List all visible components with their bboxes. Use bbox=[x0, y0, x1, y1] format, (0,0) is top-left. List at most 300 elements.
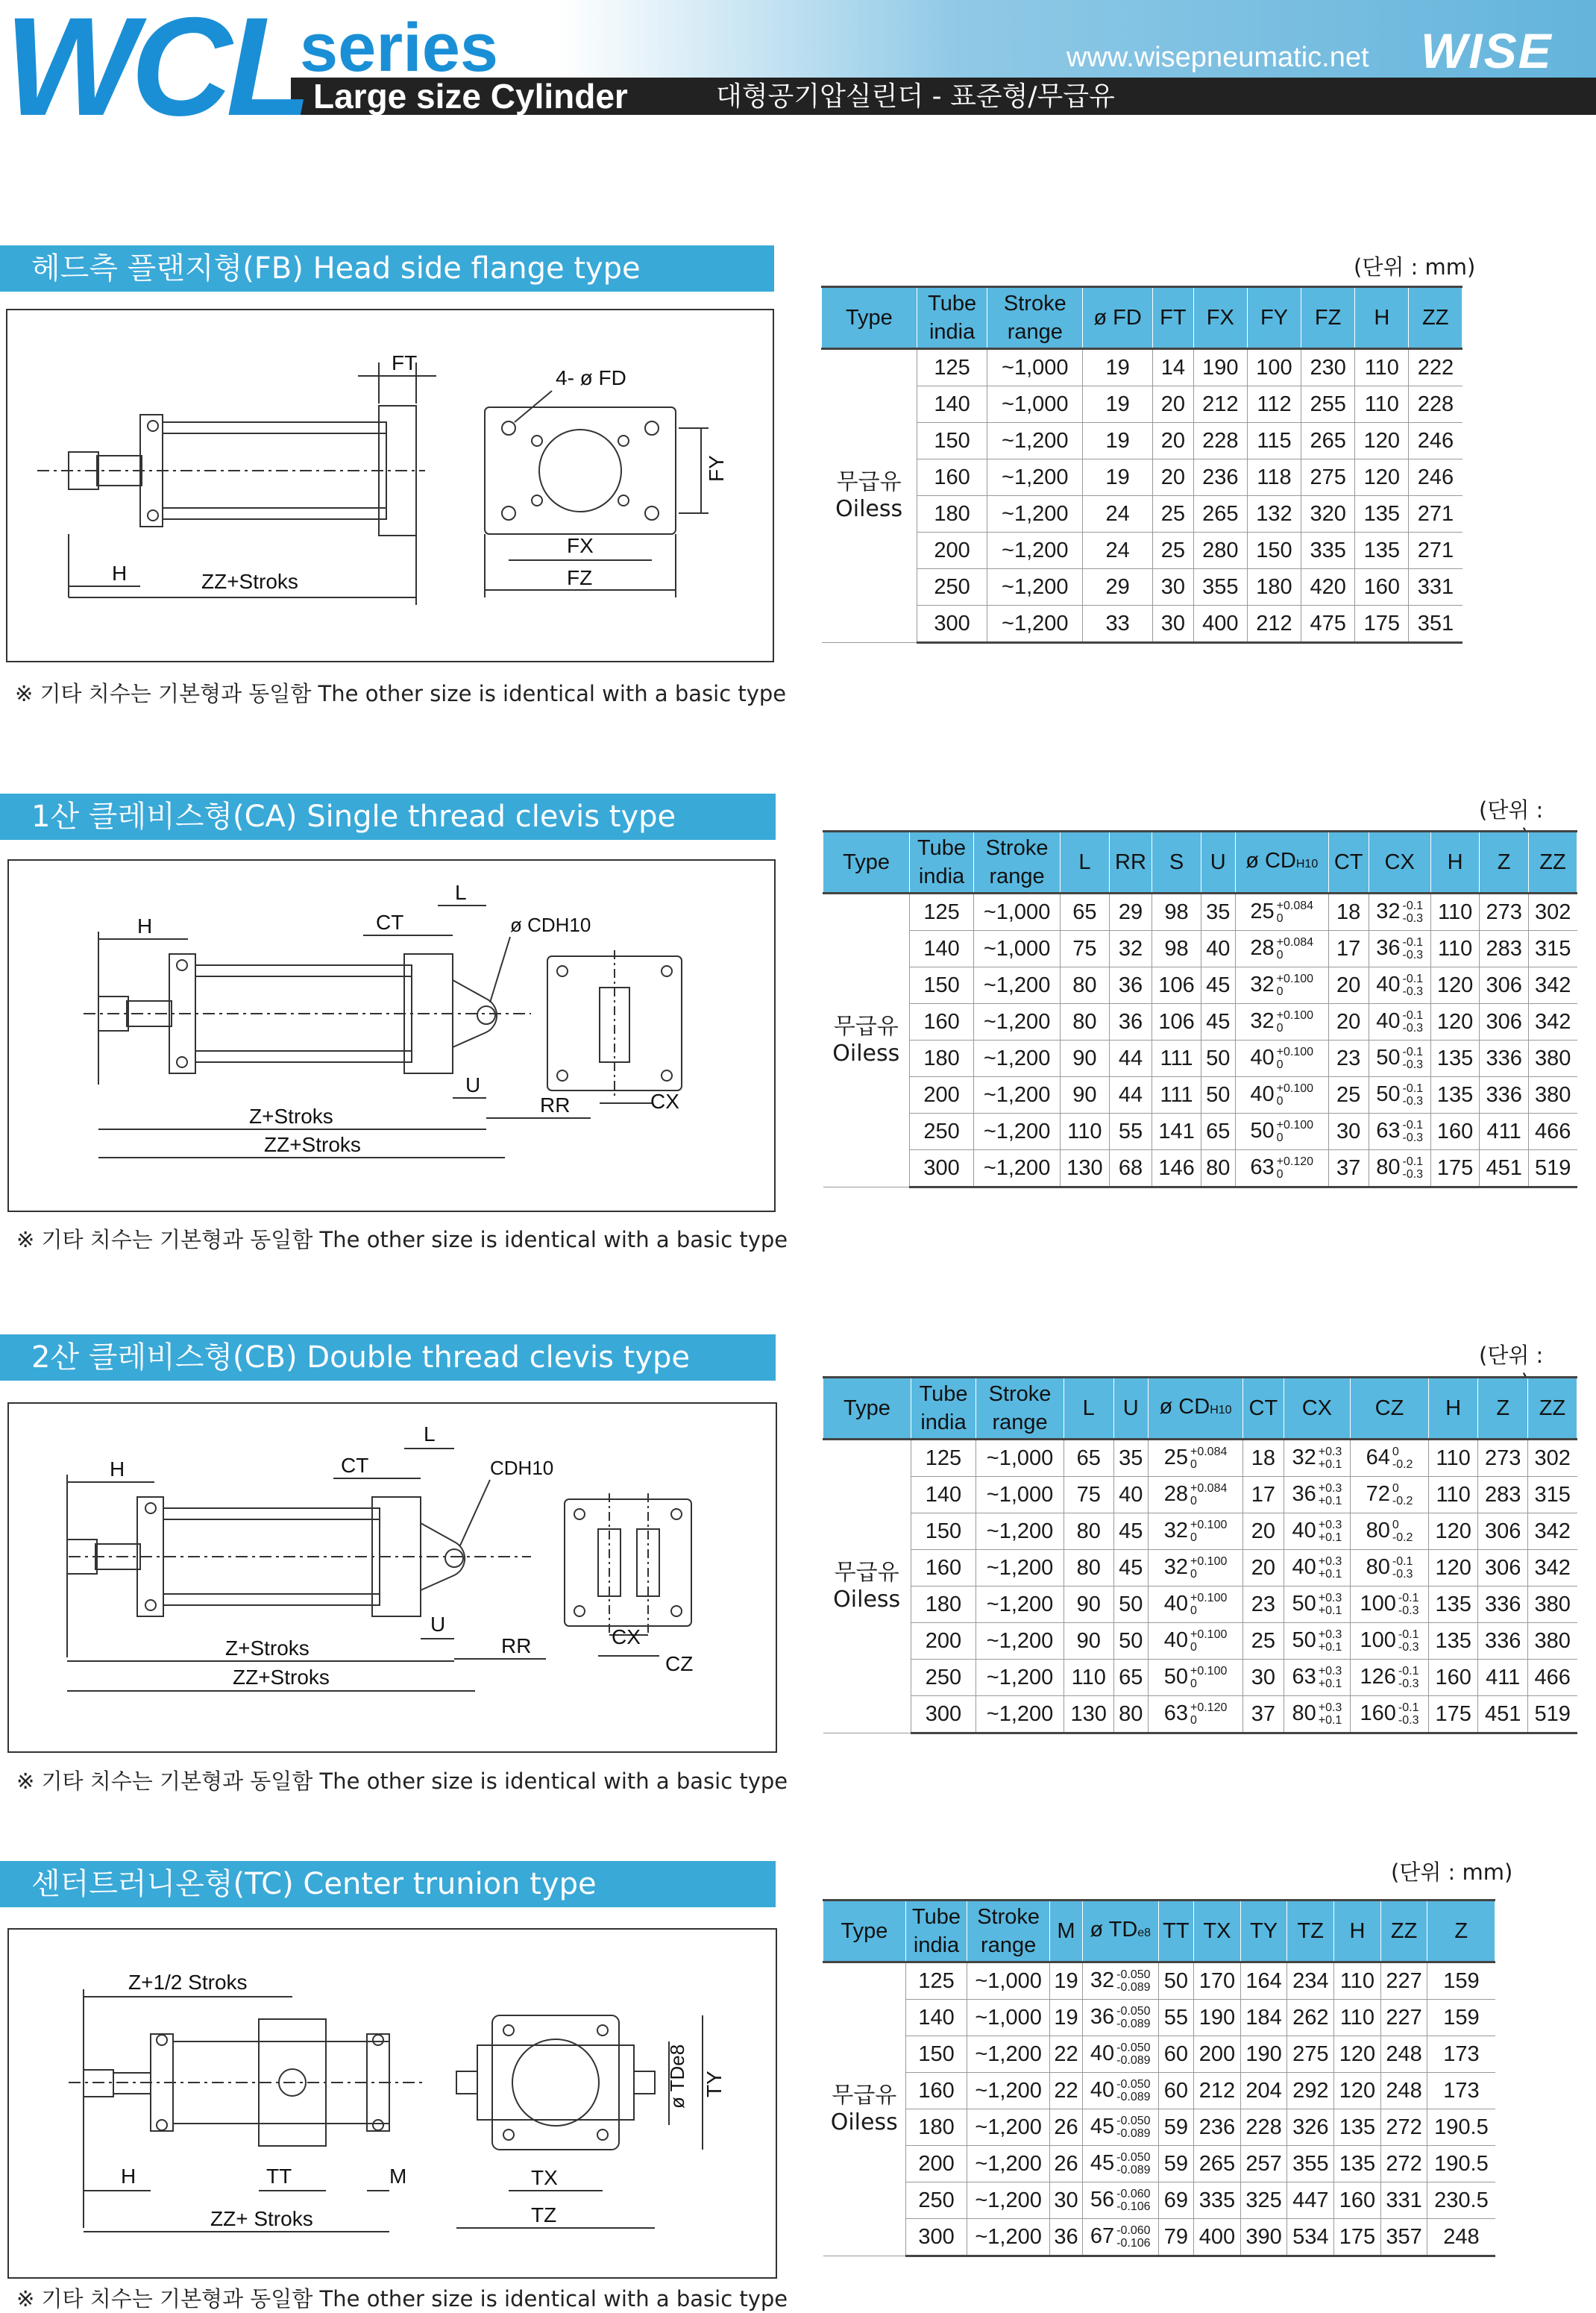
cell-cx bbox=[1284, 1440, 1351, 1477]
tolerance-lower: 0 bbox=[1276, 1132, 1284, 1145]
cell-z: 451 bbox=[1478, 1696, 1528, 1733]
tolerance bbox=[1190, 1519, 1227, 1544]
cell-stroke: ~1,200 bbox=[967, 2073, 1050, 2109]
cell-fy: 115 bbox=[1247, 423, 1301, 459]
cell-u: 80 bbox=[1113, 1696, 1148, 1733]
cell-fy: 100 bbox=[1247, 349, 1301, 386]
type-cell bbox=[823, 1440, 911, 1733]
tolerance-lower: -0.3 bbox=[1398, 1678, 1419, 1691]
cell-stroke: ~1,000 bbox=[987, 386, 1083, 423]
tolerance-upper: +0.100 bbox=[1190, 1592, 1228, 1605]
cell-fy: 118 bbox=[1247, 459, 1301, 496]
series-logo: WCL bbox=[4, 0, 307, 145]
type-cell bbox=[822, 349, 917, 643]
col-ty: TY bbox=[1240, 1901, 1287, 1962]
value: 40 bbox=[1376, 1008, 1401, 1033]
value: 40 bbox=[1250, 1045, 1275, 1070]
cell-stroke: ~1,200 bbox=[987, 496, 1083, 533]
cell-zz: 380 bbox=[1527, 1623, 1577, 1660]
cell-ct: 18 bbox=[1243, 1440, 1284, 1477]
tolerance bbox=[1403, 900, 1424, 925]
cell-u: 45 bbox=[1113, 1513, 1148, 1550]
cell-cd bbox=[1148, 1440, 1242, 1477]
cell-stroke: ~1,200 bbox=[974, 1150, 1061, 1187]
table-header bbox=[822, 287, 1463, 349]
value: 32 bbox=[1090, 1968, 1115, 1992]
tolerance-lower: -0.2 bbox=[1392, 1495, 1413, 1508]
tolerance bbox=[1319, 1628, 1342, 1654]
cell-fx: 400 bbox=[1193, 606, 1247, 643]
col-type: Type bbox=[823, 1901, 906, 1962]
cell-fd: 19 bbox=[1083, 386, 1153, 423]
cell-tube: 160 bbox=[911, 1550, 975, 1587]
tolerance-lower: +0.1 bbox=[1318, 1641, 1342, 1654]
cell-zz: 342 bbox=[1527, 1513, 1577, 1550]
section-title-cb: 2산 클레비스형(CB) Double thread clevis type bbox=[0, 1334, 776, 1381]
tie-rod-nut bbox=[148, 421, 158, 431]
cell-tt: 55 bbox=[1158, 2000, 1193, 2036]
type-label-english: Oiless bbox=[832, 1041, 900, 1067]
cell-cd bbox=[1148, 1660, 1242, 1696]
cell-ft: 20 bbox=[1153, 386, 1194, 423]
table-row bbox=[823, 1477, 1577, 1513]
cell-z: 159 bbox=[1427, 1962, 1495, 2000]
value: 72 bbox=[1366, 1481, 1390, 1506]
tolerance bbox=[1398, 1665, 1419, 1690]
section-title-ca: 1산 클레비스형(CA) Single thread clevis type bbox=[0, 794, 776, 840]
cell-rr: 55 bbox=[1109, 1114, 1152, 1150]
table-fb bbox=[821, 286, 1463, 644]
table-row bbox=[823, 2073, 1495, 2109]
tolerance-upper: 0 bbox=[1392, 1519, 1399, 1532]
cell-h: 135 bbox=[1355, 496, 1409, 533]
cell-zz: 380 bbox=[1528, 1041, 1577, 1077]
trunnion-end-view bbox=[477, 2045, 634, 2120]
cell-z: 283 bbox=[1480, 931, 1529, 967]
cell-zz: 248 bbox=[1380, 2036, 1427, 2073]
col-fz: FZ bbox=[1301, 287, 1355, 349]
cell-tube: 180 bbox=[910, 1041, 974, 1077]
tolerance-lower: 0 bbox=[1190, 1714, 1197, 1727]
series-word: series bbox=[300, 10, 499, 86]
cell-h: 120 bbox=[1355, 423, 1409, 459]
tolerance-upper: 0 bbox=[1392, 1482, 1399, 1496]
drawing-fb bbox=[6, 309, 774, 662]
cell-cz bbox=[1351, 1623, 1429, 1660]
cell-m: 19 bbox=[1050, 1962, 1083, 2000]
cell-u: 65 bbox=[1113, 1660, 1148, 1696]
cell-m: 22 bbox=[1050, 2073, 1083, 2109]
cell-z: 173 bbox=[1427, 2073, 1495, 2109]
table-tc bbox=[823, 1899, 1495, 2257]
value: 100 bbox=[1360, 1628, 1396, 1652]
cell-u: 80 bbox=[1201, 1150, 1235, 1187]
page-subtitle: Large size Cylinder bbox=[313, 77, 628, 116]
cell-l: 75 bbox=[1061, 931, 1110, 967]
cell-u: 45 bbox=[1201, 967, 1235, 1004]
cell-tube: 180 bbox=[911, 1587, 975, 1623]
cell-fd: 19 bbox=[1083, 459, 1153, 496]
table-row bbox=[823, 1004, 1577, 1041]
tolerance bbox=[1398, 1592, 1419, 1617]
cell-fx: 265 bbox=[1193, 496, 1247, 533]
tolerance-lower: -0.3 bbox=[1402, 1132, 1424, 1145]
cell-cd bbox=[1235, 1041, 1328, 1077]
tolerance-upper: +0.100 bbox=[1276, 1046, 1314, 1059]
col-h: H bbox=[1428, 1378, 1478, 1440]
cell-tube: 125 bbox=[905, 1962, 967, 2000]
tolerance-lower: 0 bbox=[1276, 985, 1284, 999]
cell-zz: 315 bbox=[1527, 1477, 1577, 1513]
cell-cx bbox=[1369, 1004, 1430, 1041]
cell-cx bbox=[1369, 931, 1430, 967]
cell-z: 306 bbox=[1480, 1004, 1529, 1041]
cell-zz: 380 bbox=[1527, 1587, 1577, 1623]
cell-fz: 265 bbox=[1301, 423, 1355, 459]
dim-zz-stroks: ZZ+Stroks bbox=[264, 1133, 361, 1156]
tolerance bbox=[1392, 1519, 1413, 1544]
tolerance bbox=[1277, 1155, 1313, 1181]
type-label-english: Oiless bbox=[835, 496, 903, 522]
dim-cx: CX bbox=[612, 1625, 641, 1648]
tolerance bbox=[1116, 2041, 1150, 2067]
type-cell bbox=[823, 1962, 906, 2256]
cell-m: 26 bbox=[1050, 2146, 1083, 2182]
cell-zz: 331 bbox=[1409, 569, 1463, 606]
col-td-label: ø TD bbox=[1090, 1917, 1138, 1942]
cell-h: 135 bbox=[1428, 1587, 1478, 1623]
cell-stroke: ~1,200 bbox=[976, 1550, 1064, 1587]
col-tz: TZ bbox=[1287, 1901, 1334, 1962]
cell-fd: 19 bbox=[1083, 423, 1153, 459]
cell-h: 135 bbox=[1428, 1623, 1478, 1660]
table-row bbox=[823, 2146, 1495, 2182]
cell-zz: 246 bbox=[1409, 459, 1463, 496]
tolerance-upper: +0.100 bbox=[1190, 1628, 1228, 1642]
cell-ty: 390 bbox=[1240, 2219, 1287, 2256]
cell-td bbox=[1082, 1962, 1158, 2000]
cell-stroke: ~1,000 bbox=[976, 1440, 1064, 1477]
cell-h: 120 bbox=[1430, 967, 1480, 1004]
tolerance-lower: 0 bbox=[1276, 1058, 1284, 1072]
value: 50 bbox=[1250, 1118, 1275, 1143]
value: 50 bbox=[1163, 1664, 1188, 1689]
col-td-sub: e8 bbox=[1137, 1926, 1152, 1939]
cell-stroke: ~1,200 bbox=[974, 1004, 1061, 1041]
flange-end-view bbox=[485, 407, 676, 534]
cell-zz: 315 bbox=[1528, 931, 1577, 967]
drawing-tc bbox=[7, 1928, 777, 2279]
cell-z: 306 bbox=[1478, 1513, 1528, 1550]
tolerance-upper: +0.3 bbox=[1318, 1628, 1342, 1642]
cell-tx: 265 bbox=[1194, 2146, 1241, 2182]
cell-stroke: ~1,200 bbox=[987, 533, 1083, 569]
cell-stroke: ~1,000 bbox=[974, 931, 1061, 967]
cell-tt: 59 bbox=[1158, 2109, 1193, 2146]
cell-cd bbox=[1235, 1114, 1328, 1150]
cell-tz: 234 bbox=[1287, 1962, 1334, 2000]
cell-ct: 37 bbox=[1243, 1696, 1284, 1733]
type-label-korean: 무급유 bbox=[833, 1014, 899, 1040]
cell-tt: 50 bbox=[1158, 1962, 1193, 2000]
table-row bbox=[823, 1440, 1577, 1477]
cell-fx: 280 bbox=[1193, 533, 1247, 569]
tolerance-upper: -0.1 bbox=[1402, 936, 1424, 950]
dim-ct: CT bbox=[376, 911, 404, 934]
cell-z: 190.5 bbox=[1427, 2109, 1495, 2146]
col-z: Z bbox=[1480, 832, 1529, 894]
dim-rr: RR bbox=[501, 1634, 532, 1657]
tolerance-upper: -0.1 bbox=[1402, 1046, 1424, 1059]
cell-s: 111 bbox=[1152, 1041, 1201, 1077]
tolerance bbox=[1398, 1701, 1419, 1727]
dim-h: H bbox=[137, 914, 153, 938]
tube-label-2: india bbox=[918, 864, 965, 888]
cell-z: 451 bbox=[1480, 1150, 1529, 1187]
cell-fz: 230 bbox=[1301, 349, 1355, 386]
table-row bbox=[823, 1696, 1577, 1733]
cell-z: 336 bbox=[1478, 1623, 1528, 1660]
tolerance bbox=[1116, 2151, 1150, 2177]
cell-stroke: ~1,200 bbox=[976, 1696, 1064, 1733]
cell-zz: 302 bbox=[1527, 1440, 1577, 1477]
cell-tube: 140 bbox=[911, 1477, 975, 1513]
label-cd: CDH10 bbox=[490, 1457, 554, 1479]
value: 28 bbox=[1250, 935, 1275, 960]
tolerance-upper: +0.084 bbox=[1190, 1446, 1228, 1459]
dim-u: U bbox=[430, 1613, 446, 1636]
tolerance-upper: +0.3 bbox=[1318, 1519, 1342, 1532]
cell-h: 160 bbox=[1428, 1660, 1478, 1696]
cell-cx bbox=[1284, 1550, 1351, 1587]
col-type: Type bbox=[822, 287, 917, 349]
tolerance-upper: +0.084 bbox=[1276, 936, 1314, 950]
value: 36 bbox=[1376, 935, 1401, 960]
tolerance-upper: -0.1 bbox=[1402, 900, 1424, 913]
cell-s: 106 bbox=[1152, 967, 1201, 1004]
cell-l: 80 bbox=[1061, 1004, 1110, 1041]
unit-label-fb: (단위 : mm) bbox=[1354, 254, 1476, 280]
tolerance bbox=[1190, 1555, 1227, 1581]
dim-cx: CX bbox=[650, 1090, 679, 1113]
tolerance-upper: -0.060 bbox=[1116, 2188, 1151, 2201]
table-row bbox=[822, 569, 1463, 606]
cell-h: 110 bbox=[1334, 1962, 1381, 2000]
table-row bbox=[823, 1623, 1577, 1660]
cell-td bbox=[1082, 2146, 1158, 2182]
tolerance bbox=[1403, 1155, 1424, 1181]
cell-cz bbox=[1351, 1550, 1429, 1587]
value: 25 bbox=[1163, 1445, 1188, 1469]
cell-cx bbox=[1369, 1150, 1430, 1187]
value: 32 bbox=[1250, 1008, 1275, 1033]
drawing-cb bbox=[7, 1402, 777, 1753]
tolerance bbox=[1319, 1555, 1342, 1581]
tc-diagram bbox=[9, 1930, 776, 2277]
cell-cd bbox=[1235, 967, 1328, 1004]
table-row bbox=[823, 1077, 1577, 1114]
website-url[interactable]: www.wisepneumatic.net bbox=[1066, 42, 1369, 73]
cell-z: 306 bbox=[1480, 967, 1529, 1004]
tolerance-upper: +0.100 bbox=[1276, 1082, 1314, 1096]
cell-u: 35 bbox=[1113, 1440, 1148, 1477]
tolerance bbox=[1190, 1482, 1227, 1507]
cell-fx: 236 bbox=[1193, 459, 1247, 496]
cell-ct: 20 bbox=[1328, 1004, 1369, 1041]
tolerance bbox=[1116, 2115, 1150, 2140]
dim-tt: TT bbox=[266, 2165, 292, 2188]
tolerance-upper: +0.3 bbox=[1318, 1701, 1342, 1715]
note-fb: ※ 기타 치수는 기본형과 동일함 The other size is identical with a basic type bbox=[15, 681, 787, 706]
cell-l: 90 bbox=[1061, 1041, 1110, 1077]
cell-tube: 200 bbox=[911, 1623, 975, 1660]
tolerance-upper: -0.060 bbox=[1116, 2224, 1151, 2238]
stroke-label-1: Stroke bbox=[988, 1382, 1052, 1406]
cell-fy: 150 bbox=[1247, 533, 1301, 569]
cell-l: 75 bbox=[1064, 1477, 1113, 1513]
cell-ct: 20 bbox=[1243, 1513, 1284, 1550]
tolerance-lower: +0.1 bbox=[1318, 1531, 1342, 1545]
cell-stroke: ~1,200 bbox=[974, 1114, 1061, 1150]
cell-h: 160 bbox=[1334, 2182, 1381, 2219]
table-row bbox=[823, 1587, 1577, 1623]
cell-tx: 212 bbox=[1194, 2073, 1241, 2109]
col-tt: TT bbox=[1158, 1901, 1193, 1962]
tolerance-lower: 0 bbox=[1276, 1022, 1284, 1035]
section-title-tc: 센터트러니온형(TC) Center trunion type bbox=[0, 1861, 776, 1907]
tolerance-lower: -0.3 bbox=[1402, 1022, 1424, 1035]
cell-ct: 23 bbox=[1328, 1041, 1369, 1077]
cell-ct: 37 bbox=[1328, 1150, 1369, 1187]
tolerance-lower: 0 bbox=[1276, 1095, 1284, 1108]
cell-cd bbox=[1235, 1077, 1328, 1114]
tolerance-lower: -0.3 bbox=[1402, 1058, 1424, 1072]
cell-l: 80 bbox=[1064, 1513, 1113, 1550]
cell-tube: 300 bbox=[911, 1696, 975, 1733]
tolerance-lower: 0 bbox=[1190, 1678, 1197, 1691]
col-rr: RR bbox=[1109, 832, 1152, 894]
cell-l: 90 bbox=[1061, 1077, 1110, 1114]
col-cd-label: ø CD bbox=[1245, 848, 1296, 873]
cell-stroke: ~1,200 bbox=[976, 1513, 1064, 1550]
table-row bbox=[822, 386, 1463, 423]
cell-h: 135 bbox=[1430, 1077, 1480, 1114]
value: 40 bbox=[1292, 1518, 1316, 1542]
value: 160 bbox=[1360, 1701, 1396, 1725]
cell-u: 40 bbox=[1113, 1477, 1148, 1513]
col-type: Type bbox=[823, 1378, 911, 1440]
tolerance bbox=[1277, 900, 1313, 925]
tolerance-upper: -0.050 bbox=[1116, 1968, 1151, 1982]
cell-ty: 204 bbox=[1240, 2073, 1287, 2109]
table-row bbox=[823, 2182, 1495, 2219]
value: 80 bbox=[1376, 1155, 1401, 1179]
fb-diagram bbox=[7, 310, 773, 661]
cell-ty: 325 bbox=[1240, 2182, 1287, 2219]
cell-ct: 23 bbox=[1243, 1587, 1284, 1623]
tolerance-lower: -0.089 bbox=[1116, 2018, 1151, 2031]
note-tc: ※ 기타 치수는 기본형과 동일함 The other size is identical with a basic type bbox=[16, 2286, 788, 2312]
brand-logo: WISE bbox=[1421, 23, 1553, 78]
tolerance-upper: -0.1 bbox=[1402, 1082, 1424, 1096]
dim-cz: CZ bbox=[665, 1652, 694, 1675]
cell-cd bbox=[1148, 1477, 1242, 1513]
cell-cd bbox=[1148, 1623, 1242, 1660]
value: 50 bbox=[1376, 1045, 1401, 1070]
value: 56 bbox=[1090, 2187, 1115, 2212]
tolerance bbox=[1403, 1046, 1424, 1071]
cell-td bbox=[1082, 2073, 1158, 2109]
cell-cd bbox=[1235, 1004, 1328, 1041]
cell-cd bbox=[1235, 894, 1328, 931]
cell-cx bbox=[1284, 1513, 1351, 1550]
cell-td bbox=[1082, 2219, 1158, 2256]
tolerance-lower: 0 bbox=[1190, 1641, 1197, 1654]
cell-tube: 180 bbox=[905, 2109, 967, 2146]
table-row bbox=[823, 2036, 1495, 2073]
cell-tt: 59 bbox=[1158, 2146, 1193, 2182]
cell-stroke: ~1,200 bbox=[967, 2036, 1050, 2073]
tolerance-upper: -0.1 bbox=[1398, 1701, 1419, 1715]
tolerance-lower: -0.3 bbox=[1402, 1095, 1424, 1108]
tolerance bbox=[1116, 2188, 1150, 2213]
cell-tube: 250 bbox=[905, 2182, 967, 2219]
cell-h: 110 bbox=[1430, 931, 1480, 967]
value: 64 bbox=[1366, 1445, 1390, 1469]
tolerance-upper: +0.120 bbox=[1276, 1155, 1314, 1169]
tolerance bbox=[1403, 1119, 1424, 1144]
tolerance-lower: +0.1 bbox=[1318, 1568, 1342, 1581]
drawing-ca bbox=[7, 859, 776, 1212]
col-l: L bbox=[1064, 1378, 1113, 1440]
unit-label-tc: (단위 : mm) bbox=[1391, 1859, 1513, 1885]
cell-td bbox=[1082, 2109, 1158, 2146]
table-row bbox=[823, 2000, 1495, 2036]
cell-tz: 326 bbox=[1287, 2109, 1334, 2146]
cell-tx: 400 bbox=[1194, 2219, 1241, 2256]
tolerance-lower: -0.3 bbox=[1402, 985, 1424, 999]
cb-diagram bbox=[9, 1404, 776, 1751]
col-stroke bbox=[987, 287, 1083, 349]
col-fy: FY bbox=[1247, 287, 1301, 349]
table-row bbox=[823, 1550, 1577, 1587]
cell-zz: 271 bbox=[1409, 533, 1463, 569]
tolerance-lower: -0.089 bbox=[1116, 2091, 1151, 2104]
value: 28 bbox=[1163, 1481, 1188, 1506]
cell-rr: 44 bbox=[1109, 1041, 1152, 1077]
dim-zz-stroks: ZZ+Stroks bbox=[201, 570, 298, 593]
col-z: Z bbox=[1478, 1378, 1528, 1440]
cell-tube: 140 bbox=[917, 386, 987, 423]
tolerance-upper: +0.100 bbox=[1276, 973, 1314, 986]
cell-cx bbox=[1369, 894, 1430, 931]
note-ca: ※ 기타 치수는 기본형과 동일함 The other size is identical with a basic type bbox=[16, 1227, 788, 1252]
tolerance bbox=[1403, 1009, 1424, 1035]
tolerance bbox=[1277, 1046, 1313, 1071]
cell-cx bbox=[1369, 1077, 1430, 1114]
col-u: U bbox=[1201, 832, 1235, 894]
cell-zz: 248 bbox=[1380, 2073, 1427, 2109]
cell-stroke: ~1,200 bbox=[987, 606, 1083, 643]
col-zz: ZZ bbox=[1527, 1378, 1577, 1440]
cell-zz: 466 bbox=[1528, 1114, 1577, 1150]
table-ca bbox=[823, 830, 1577, 1188]
value: 40 bbox=[1163, 1591, 1188, 1616]
table-row bbox=[823, 894, 1577, 931]
cell-zz: 272 bbox=[1380, 2146, 1427, 2182]
cell-stroke: ~1,200 bbox=[967, 2146, 1050, 2182]
cell-l: 130 bbox=[1061, 1150, 1110, 1187]
